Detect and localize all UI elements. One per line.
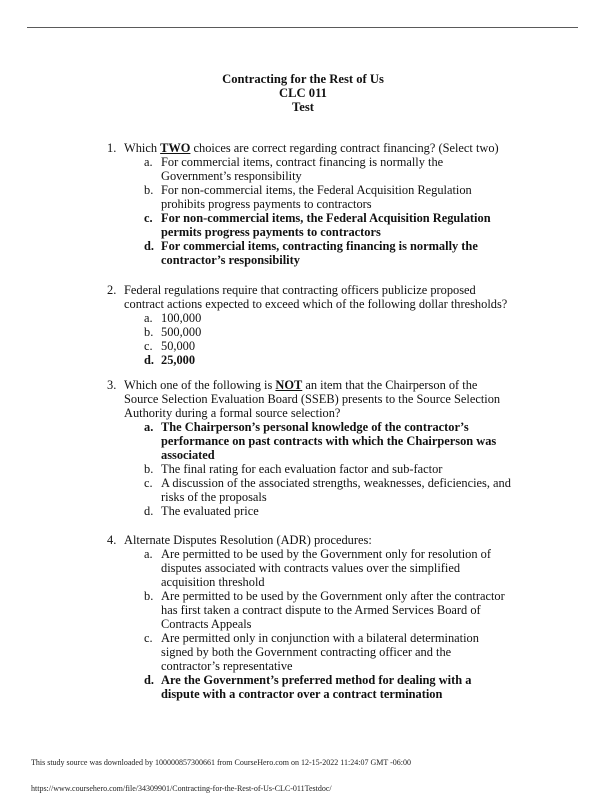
document-title-block	[0, 72, 606, 114]
question-number: 3.	[107, 378, 117, 392]
answer-option-c: c. A discussion of the associated strengths, weaknesses, deficiencies, and risks of the proposals	[144, 476, 511, 504]
answer-option-c-correct: c. For non-commercial items, the Federal Acquisition Regulation permits progress payments to contractors	[144, 211, 491, 239]
document-title: Contracting for the Rest of Us	[222, 72, 384, 86]
answer-option-a-correct: a. The Chairperson’s personal knowledge of the contractor’s performance on past contracts with which the Chairperson was associated	[144, 420, 497, 462]
question-emphasis: NOT	[275, 378, 303, 392]
answer-options	[107, 420, 512, 518]
answer-options	[107, 547, 512, 701]
question-text: Which TWO choices are correct regarding contract financing? (Select two)	[124, 141, 499, 155]
answer-option-c: c. Are permitted only in conjunction with a bilateral determination signed by both the Government contracting officer and the contractor’s representative	[144, 631, 479, 673]
question-4	[107, 533, 512, 701]
answer-option-a: a. Are permitted to be used by the Government only for resolution of disputes associated with contracts values over the simplified acquisition threshold	[144, 547, 491, 589]
question-3	[107, 378, 512, 518]
answer-option-c: c. 50,000	[144, 339, 196, 353]
question-number: 1.	[107, 141, 117, 155]
question-number: 4.	[107, 533, 117, 547]
source-url: https://www.coursehero.com/file/34309901/Contracting-for-the-Rest-of-Us-CLC-011Testdoc/	[31, 784, 332, 793]
answer-option-b: b. The final rating for each evaluation factor and sub-factor	[144, 462, 443, 476]
course-code: CLC 011	[279, 86, 327, 100]
answer-options	[107, 311, 512, 367]
question-number: 2.	[107, 283, 117, 297]
question-text: Which one of the following is NOT an item that the Chairperson of the Source Selection Evaluation Board (SSEB) presents to the Source Selection Authority during a formal source selection?	[124, 378, 501, 420]
question-2	[107, 283, 512, 367]
answer-options	[107, 155, 512, 267]
answer-option-d-correct: d. 25,000	[144, 353, 196, 367]
question-text: Federal regulations require that contracting officers publicize proposed contract actions expected to exceed which of the following dollar thresholds?	[124, 283, 508, 311]
answer-option-a: a. 100,000	[144, 311, 202, 325]
answer-option-d: d. The evaluated price	[144, 504, 259, 518]
answer-option-b: b. For non-commercial items, the Federal Acquisition Regulation prohibits progress payments to contractors	[144, 183, 472, 211]
answer-option-a: a. For commercial items, contract financing is normally the Government’s responsibility	[144, 155, 444, 183]
question-text: Alternate Disputes Resolution (ADR) procedures:	[124, 533, 372, 547]
question-emphasis: TWO	[160, 141, 191, 155]
answer-option-b: b. 500,000	[144, 325, 202, 339]
question-1	[107, 141, 512, 267]
header-rule	[27, 27, 578, 28]
answer-option-d-correct: d. Are the Government’s preferred method for dealing with a dispute with a contractor over a contract termination	[144, 673, 472, 701]
document-subtitle: Test	[292, 100, 314, 114]
download-notice: This study source was downloaded by 100000857300661 from CourseHero.com on 12-15-2022 11:24:07 GMT -06:00	[31, 758, 411, 767]
answer-option-b: b. Are permitted to be used by the Government only after the contractor has first taken a contract dispute to the Armed Services Board of Contracts Appeals	[144, 589, 505, 631]
answer-option-d-correct: d. For commercial items, contracting financing is normally the contractor’s responsibility	[144, 239, 478, 267]
